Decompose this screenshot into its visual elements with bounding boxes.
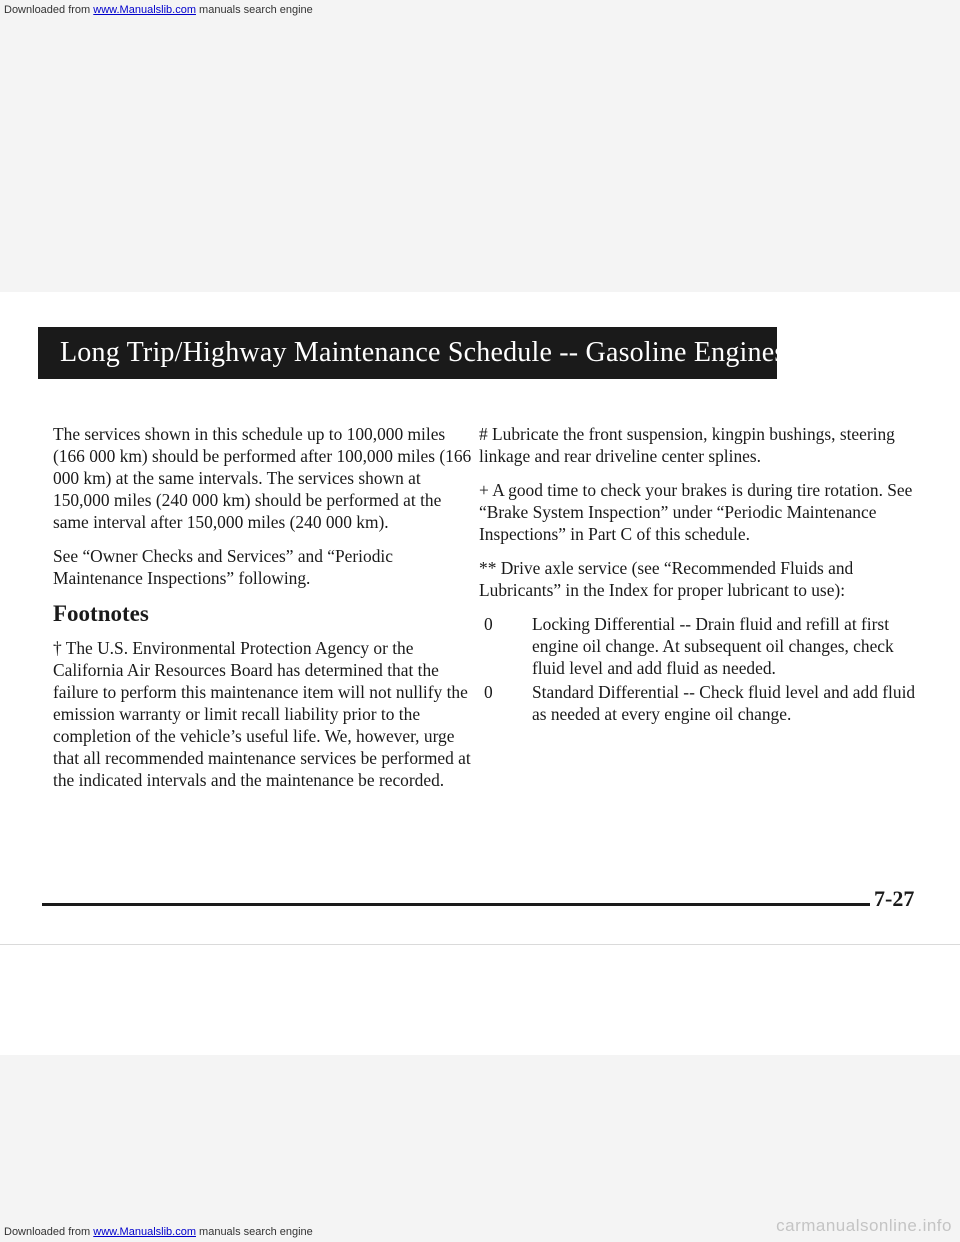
page-number: 7-27 [874, 886, 915, 911]
list-item [479, 681, 925, 725]
left-column [53, 423, 478, 803]
dagger-footnote: † The U.S. Environmental Protection Agency or the California Air Resources Board has determined that the failure to perform this maintenance item will not nullify the emission warranty or limit recall liability prior to the completion of the vehicle’s useful life. We, however, urge that all recommended maintenance services be performed at the indicated intervals and the maintenance be recorded. [53, 638, 471, 790]
drive-axle-list [479, 613, 925, 725]
bullet-marker: 0 [484, 614, 493, 634]
list-item [479, 613, 925, 679]
plus-footnote: + A good time to check your brakes is during tire rotation. See “Brake System Inspection” under “Periodic Maintenance Inspections” in Part C of this schedule. [479, 480, 913, 544]
double-star-footnote: ** Drive axle service (see “Recommended Fluids and Lubricants” in the Index for proper lubricant to use): [479, 558, 854, 600]
download-banner-suffix: manuals search engine [195, 4, 313, 16]
list-item-text: Standard Differential -- Check fluid level and add fluid as needed at every engine oil change. [532, 682, 916, 724]
watermark: carmanualsonline.info [776, 1216, 952, 1235]
footer-rule [42, 903, 870, 906]
bottom-banner [0, 1216, 960, 1242]
manualslib-link-bottom[interactable]: www.Manualslib.com [93, 1226, 196, 1238]
footnotes-heading: Footnotes [53, 601, 149, 626]
scan-edge-line [0, 944, 960, 945]
right-column [479, 423, 925, 727]
manualslib-link[interactable]: www.Manualslib.com [93, 4, 196, 16]
intro-paragraph-1: The services shown in this schedule up to 100,000 miles (166 000 km) should be performed after 100,000 miles (166 000 km) at the same intervals. The services shown at 150,000 miles (240 000 km) should be performed at the same interval after 150,000 miles (240 000 km). [53, 424, 472, 532]
hash-footnote: # Lubricate the front suspension, kingpin bushings, steering linkage and rear driveline center splines. [479, 424, 895, 466]
bottom-banner-suffix: manuals search engine [195, 1226, 313, 1238]
bottom-banner-prefix: Downloaded from [4, 1226, 94, 1238]
download-banner-text [4, 0, 313, 20]
list-item-text: Locking Differential -- Drain fluid and refill at first engine oil change. At subsequent oil changes, check fluid level and add fluid as needed. [532, 614, 894, 678]
bottom-banner-text [4, 1222, 313, 1242]
page-title: Long Trip/Highway Maintenance Schedule -- Gasoline Engines [38, 327, 777, 379]
intro-paragraph-2: See “Owner Checks and Services” and “Periodic Maintenance Inspections” following. [53, 546, 393, 588]
bullet-marker: 0 [484, 682, 493, 702]
download-banner [0, 0, 960, 20]
download-banner-prefix: Downloaded from [4, 4, 94, 16]
